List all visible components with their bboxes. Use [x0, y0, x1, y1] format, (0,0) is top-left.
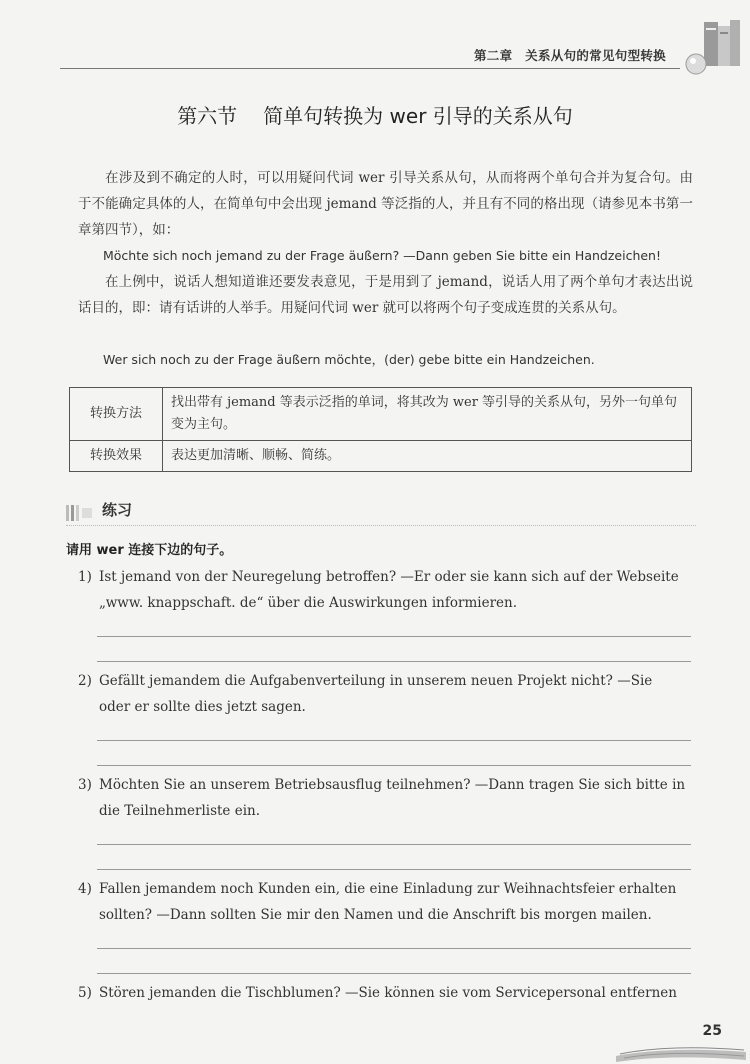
exercise-item — [78, 980, 693, 1006]
intro-paragraph-1-block — [78, 165, 693, 243]
exercise-item-line-2: oder er sollte dies jetzt sagen. — [99, 699, 306, 715]
table-row — [70, 441, 692, 472]
example-sentence-2: Wer sich noch zu der Frage äußern möchte，(der) gebe bitte ein Handzeichen. — [103, 352, 595, 367]
intro-paragraph-2: 在上例中，说话人想知道谁还要发表意见，于是用到了 jemand，说话人用了两个单句才表达出说话目的，即：请有话讲的人举手。用疑问代词 wer 就可以将两个句子变成连贯的关系从句。 — [78, 274, 693, 316]
exercise-item-number: 4) — [78, 881, 92, 897]
books-icon — [682, 18, 742, 78]
section-title — [0, 100, 750, 129]
exercise-item — [78, 668, 693, 720]
exercise-item-line-1: Fallen jemandem noch Kunden ein, die eine Einladung zur Weihnachtsfeier erhalten — [99, 881, 677, 897]
exercise-item-line-1: Stören jemanden die Tischblumen? —Sie können sie vom Servicepersonal entfernen — [99, 985, 677, 1001]
intro-paragraph-1: 在涉及到不确定的人时，可以用疑问代词 wer 引导关系从句，从而将两个单句合并为复合句。由于不能确定具体的人，在简单句中会出现 jemand 等泛指的人，并且有不同的格出现（请参见本书第一章第四节），如： — [78, 170, 693, 238]
conversion-table — [69, 387, 692, 472]
answer-line[interactable] — [97, 844, 691, 845]
answer-line[interactable] — [97, 765, 691, 766]
example-sentence-1: Möchte sich noch jemand zu der Frage äußern? —Dann geben Sie bitte ein Handzeichen! — [103, 248, 661, 263]
answer-line[interactable] — [97, 948, 691, 949]
exercise-item-line-1: Gefällt jemandem die Aufgabenverteilung in unserem neuen Projekt nicht? —Sie — [99, 673, 653, 689]
header-rule — [60, 68, 680, 69]
table-row-label: 转换方法 — [70, 388, 163, 441]
chapter-title: 第二章 关系从句的常见句型转换 — [473, 48, 666, 63]
exercise-item-number: 5) — [78, 985, 92, 1001]
section-heading: 简单句转换为 wer 引导的关系从句 — [263, 104, 573, 128]
answer-line[interactable] — [97, 740, 691, 741]
answer-line[interactable] — [97, 973, 691, 974]
table-row-text: 表达更加清晰、顺畅、简练。 — [163, 441, 692, 472]
exercise-item-number: 3) — [78, 777, 92, 793]
exercise-heading — [66, 497, 696, 525]
example-1-block — [78, 243, 693, 269]
answer-line[interactable] — [97, 636, 691, 637]
exercise-marker-icon — [66, 505, 96, 521]
exercise-item — [78, 876, 693, 928]
example-2-block — [78, 347, 693, 373]
table-row — [70, 388, 692, 441]
page-number: 25 — [702, 1023, 722, 1039]
exercise-item — [78, 564, 693, 616]
exercise-title: 练习 — [102, 501, 133, 519]
exercise-item-line-2: sollten? —Dann sollten Sie mir den Namen und die Anschrift bis morgen mailen. — [99, 907, 652, 923]
exercise-dotted-rule — [66, 525, 696, 526]
intro-paragraph-2-block — [78, 269, 693, 321]
exercise-item-line-2: „www. knappschaft. de“ über die Auswirkungen informieren. — [99, 595, 517, 611]
table-row-label: 转换效果 — [70, 441, 163, 472]
exercise-item-number: 2) — [78, 673, 92, 689]
answer-line[interactable] — [97, 661, 691, 662]
section-number: 第六节 — [177, 104, 238, 128]
exercise-item-line-1: Ist jemand von der Neuregelung betroffen? —Er oder sie kann sich auf der Webseite — [99, 569, 679, 585]
answer-line[interactable] — [97, 869, 691, 870]
open-book-icon — [610, 1030, 750, 1064]
exercise-item-number: 1) — [78, 569, 92, 585]
table-row-text: 找出带有 jemand 等表示泛指的单词，将其改为 wer 等引导的关系从句，另外一句单句变为主句。 — [163, 388, 692, 441]
exercise-item-line-1: Möchten Sie an unserem Betriebsausflug teilnehmen? —Dann tragen Sie sich bitte in — [99, 777, 686, 793]
exercise-instruction: 请用 wer 连接下边的句子。 — [66, 543, 233, 558]
page-header — [60, 40, 750, 72]
exercise-item — [78, 772, 693, 824]
exercise-item-line-2: die Teilnehmerliste ein. — [99, 803, 261, 819]
